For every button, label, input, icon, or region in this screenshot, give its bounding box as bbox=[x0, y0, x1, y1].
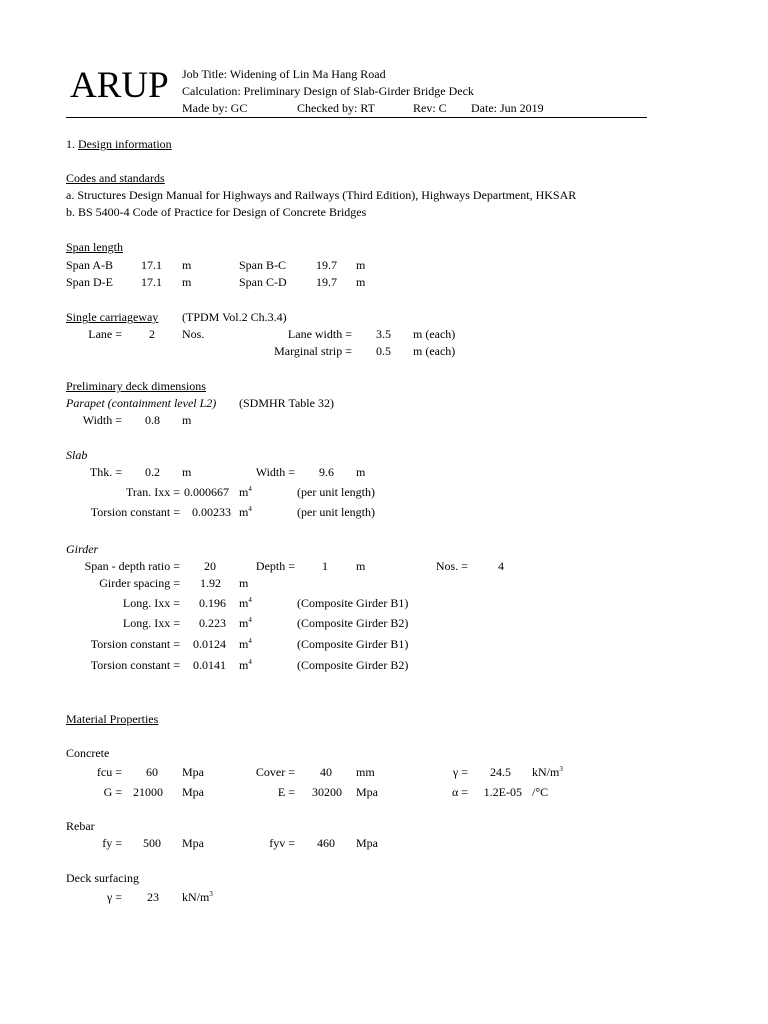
alpha-unit: /°C bbox=[532, 785, 549, 799]
surfacing-gamma-value: 23 bbox=[147, 890, 159, 904]
alpha-value: 1.2E-05 bbox=[483, 785, 522, 799]
girder-depth-label: Depth = bbox=[255, 559, 295, 573]
slab-tran-unit bbox=[239, 485, 252, 499]
span-cd-value: 19.7 bbox=[316, 275, 337, 289]
unit-power: 4 bbox=[248, 658, 252, 666]
g-value: 21000 bbox=[133, 785, 163, 799]
span-de-label: Span D-E bbox=[66, 275, 113, 289]
span-de-value: 17.1 bbox=[141, 275, 162, 289]
girder-row-label: Torsion constant = bbox=[90, 658, 180, 672]
job-title: Job Title: Widening of Lin Ma Hang Road bbox=[182, 67, 386, 81]
span-cd-label: Span C-D bbox=[239, 275, 287, 289]
girder-row-note: (Composite Girder B2) bbox=[297, 616, 409, 630]
slab-width-label: Width = bbox=[255, 465, 295, 479]
slab-tran-note: (per unit length) bbox=[297, 485, 375, 499]
lane-unit: Nos. bbox=[182, 327, 205, 341]
date: Date: Jun 2019 bbox=[471, 101, 544, 115]
code-b: b. BS 5400-4 Code of Practice for Design of Concrete Bridges bbox=[66, 205, 367, 219]
span-de-unit: m bbox=[182, 275, 192, 289]
unit-power: 4 bbox=[248, 637, 252, 645]
span-ab-unit: m bbox=[182, 258, 192, 272]
gamma-label: γ = bbox=[452, 765, 468, 779]
span-depth-ratio-value: 20 bbox=[204, 559, 216, 573]
unit-power: 4 bbox=[248, 485, 252, 493]
lane-width-unit: m (each) bbox=[413, 327, 456, 341]
gamma-unit bbox=[532, 765, 563, 779]
girder-row-value: 0.196 bbox=[199, 596, 226, 610]
section-number: 1. bbox=[66, 137, 78, 151]
code-a: a. Structures Design Manual for Highways and Railways (Third Edition), Highways Department, HKSAR bbox=[66, 188, 577, 202]
lane-width-label: Lane width = bbox=[287, 327, 352, 341]
slab-thk-label: Thk. = bbox=[89, 465, 122, 479]
lane-label: Lane = bbox=[88, 327, 122, 341]
slab-torsion-label: Torsion constant = bbox=[90, 505, 180, 519]
unit-m: m bbox=[239, 637, 249, 651]
unit-power: 4 bbox=[248, 616, 252, 624]
girder-row-label: Torsion constant = bbox=[90, 637, 180, 651]
fyv-value: 460 bbox=[317, 836, 335, 850]
unit-m: m bbox=[239, 616, 249, 630]
unit-knm: kN/m bbox=[532, 765, 560, 779]
fyv-label: fyv = bbox=[269, 836, 295, 850]
slab-thk-unit: m bbox=[182, 465, 192, 479]
slab-torsion-unit bbox=[239, 505, 252, 519]
girder-row-note: (Composite Girder B1) bbox=[297, 637, 409, 651]
parapet-width-unit: m bbox=[182, 413, 192, 427]
calculation-title: Calculation: Preliminary Design of Slab-Girder Bridge Deck bbox=[182, 84, 474, 98]
slab-width-value: 9.6 bbox=[319, 465, 334, 479]
e-value: 30200 bbox=[312, 785, 342, 799]
girder-depth-value: 1 bbox=[322, 559, 328, 573]
girder-nos-value: 4 bbox=[498, 559, 504, 573]
girder-row-note: (Composite Girder B2) bbox=[297, 658, 409, 672]
span-cd-unit: m bbox=[356, 275, 366, 289]
arup-logo: ARUP bbox=[70, 65, 169, 106]
slab-tran-value: 0.000667 bbox=[184, 485, 229, 499]
surfacing-gamma-unit bbox=[182, 890, 213, 904]
concrete-heading: Concrete bbox=[66, 746, 110, 760]
parapet-width-label: Width = bbox=[82, 413, 122, 427]
marginal-strip-label: Marginal strip = bbox=[274, 344, 352, 358]
girder-row-value: 0.0124 bbox=[193, 637, 226, 651]
girder-nos-label: Nos. = bbox=[435, 559, 468, 573]
span-bc-unit: m bbox=[356, 258, 366, 272]
revision: Rev: C bbox=[413, 101, 447, 115]
girder-heading: Girder bbox=[66, 542, 99, 556]
fyv-unit: Mpa bbox=[356, 836, 378, 850]
slab-heading: Slab bbox=[66, 448, 88, 462]
carriageway-heading: Single carriageway bbox=[66, 310, 159, 324]
parapet-label: Parapet (containment level L2) bbox=[66, 396, 217, 410]
unit-power: 4 bbox=[248, 596, 252, 604]
unit-power: 3 bbox=[559, 765, 563, 773]
fcu-unit: Mpa bbox=[182, 765, 204, 779]
girder-spacing-unit: m bbox=[239, 576, 249, 590]
gamma-value: 24.5 bbox=[490, 765, 511, 779]
unit-m: m bbox=[239, 485, 249, 499]
girder-depth-unit: m bbox=[356, 559, 366, 573]
lane-width-value: 3.5 bbox=[376, 327, 391, 341]
cover-label: Cover = bbox=[255, 765, 295, 779]
surfacing-gamma-label: γ = bbox=[106, 890, 122, 904]
unit-knm: kN/m bbox=[182, 890, 210, 904]
slab-tran-label: Tran. Ixx = bbox=[126, 485, 180, 499]
lane-value: 2 bbox=[149, 327, 155, 341]
deck-heading: Preliminary deck dimensions bbox=[66, 379, 206, 393]
codes-heading: Codes and standards bbox=[66, 171, 165, 185]
header-divider bbox=[66, 117, 647, 118]
e-label: E = bbox=[277, 785, 295, 799]
span-bc-label: Span B-C bbox=[239, 258, 287, 272]
span-depth-ratio-label: Span - depth ratio = bbox=[84, 559, 180, 573]
alpha-label: α = bbox=[451, 785, 468, 799]
cover-value: 40 bbox=[320, 765, 332, 779]
unit-m: m bbox=[239, 596, 249, 610]
unit-m: m bbox=[239, 505, 249, 519]
e-unit: Mpa bbox=[356, 785, 378, 799]
girder-row-unit bbox=[239, 637, 252, 651]
girder-row-label: Long. Ixx = bbox=[122, 596, 180, 610]
slab-torsion-value: 0.00233 bbox=[192, 505, 231, 519]
girder-row-value: 0.223 bbox=[199, 616, 226, 630]
unit-m: m bbox=[239, 658, 249, 672]
marginal-strip-unit: m (each) bbox=[413, 344, 456, 358]
slab-torsion-note: (per unit length) bbox=[297, 505, 375, 519]
parapet-ref: (SDMHR Table 32) bbox=[239, 396, 334, 410]
section-heading bbox=[66, 137, 172, 151]
unit-power: 4 bbox=[248, 505, 252, 513]
fy-unit: Mpa bbox=[182, 836, 204, 850]
fy-label: fy = bbox=[102, 836, 122, 850]
made-by: Made by: GC bbox=[182, 101, 248, 115]
girder-row-label: Long. Ixx = bbox=[122, 616, 180, 630]
span-bc-value: 19.7 bbox=[316, 258, 337, 272]
unit-power: 3 bbox=[209, 890, 213, 898]
slab-thk-value: 0.2 bbox=[145, 465, 160, 479]
girder-row-value: 0.0141 bbox=[193, 658, 226, 672]
fcu-label: fcu = bbox=[96, 765, 122, 779]
girder-spacing-label: Girder spacing = bbox=[99, 576, 180, 590]
girder-spacing-value: 1.92 bbox=[200, 576, 221, 590]
fy-value: 500 bbox=[143, 836, 161, 850]
g-unit: Mpa bbox=[182, 785, 204, 799]
girder-row-note: (Composite Girder B1) bbox=[297, 596, 409, 610]
g-label: G = bbox=[103, 785, 122, 799]
girder-row-unit bbox=[239, 658, 252, 672]
span-heading: Span length bbox=[66, 240, 123, 254]
checked-by: Checked by: RT bbox=[297, 101, 375, 115]
parapet-width-value: 0.8 bbox=[145, 413, 160, 427]
carriageway-ref: (TPDM Vol.2 Ch.3.4) bbox=[182, 310, 287, 324]
marginal-strip-value: 0.5 bbox=[376, 344, 391, 358]
fcu-value: 60 bbox=[146, 765, 158, 779]
girder-row-unit bbox=[239, 616, 252, 630]
cover-unit: mm bbox=[356, 765, 375, 779]
span-ab-label: Span A-B bbox=[66, 258, 114, 272]
surfacing-heading: Deck surfacing bbox=[66, 871, 139, 885]
girder-row-unit bbox=[239, 596, 252, 610]
material-heading: Material Properties bbox=[66, 712, 159, 726]
rebar-heading: Rebar bbox=[66, 819, 95, 833]
span-ab-value: 17.1 bbox=[141, 258, 162, 272]
slab-width-unit: m bbox=[356, 465, 366, 479]
section-title: Design information bbox=[78, 137, 172, 151]
